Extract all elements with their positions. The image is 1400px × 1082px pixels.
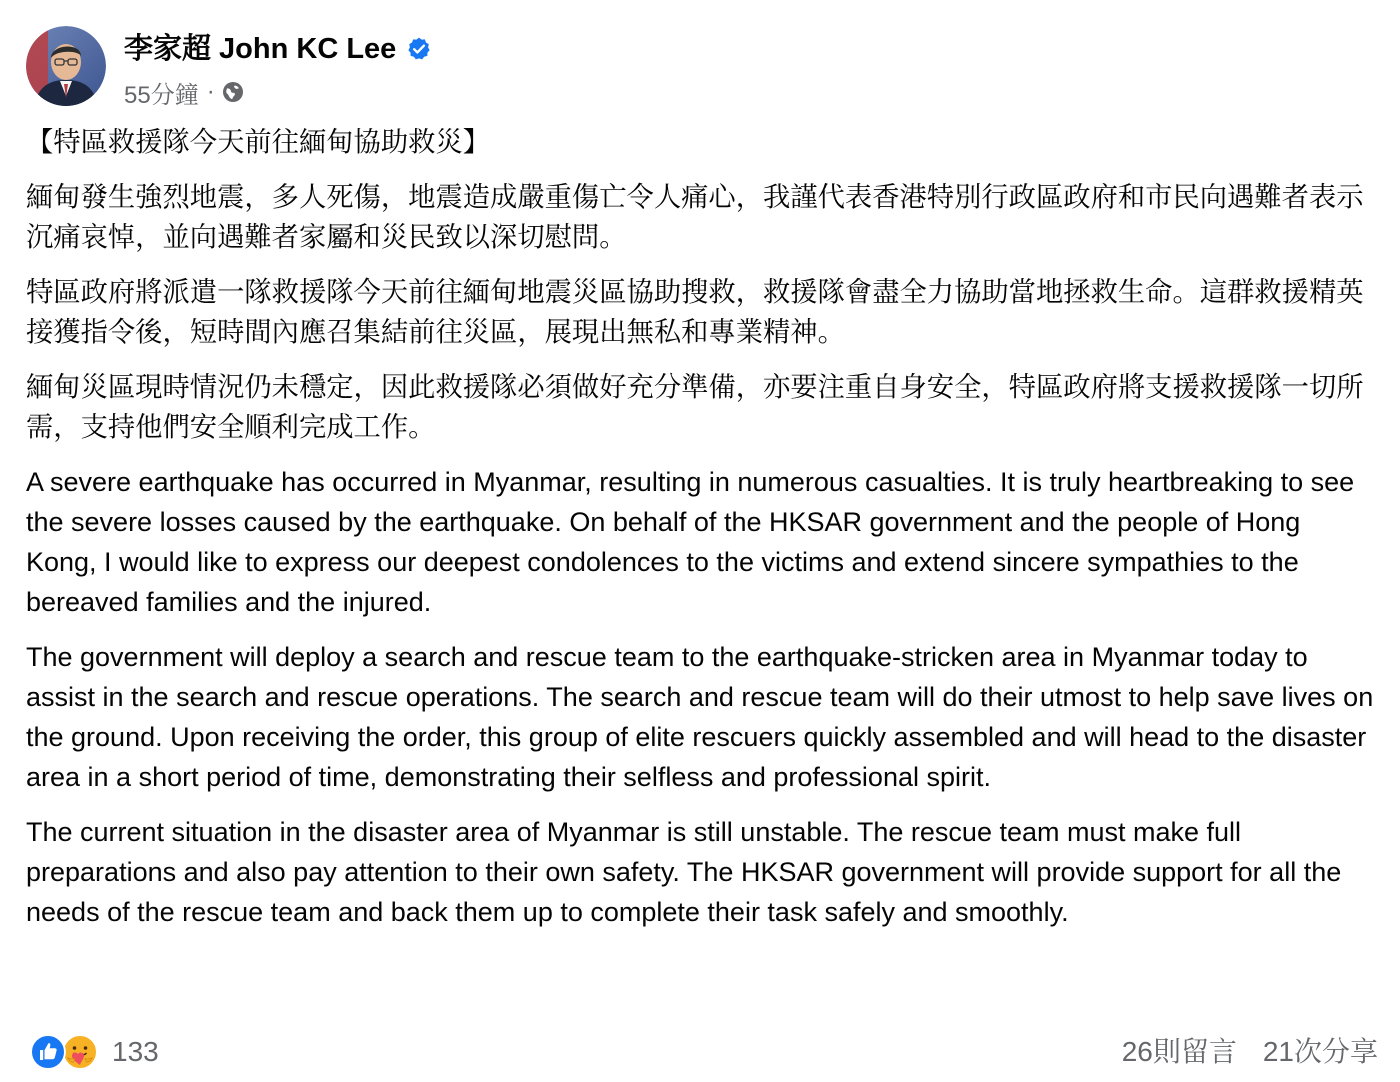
- post-header-info: [124, 26, 432, 110]
- post-paragraph: 特區政府將派遣一隊救援隊今天前往緬甸地震災區協助搜救，救援隊會盡全力協助當地拯救生命。這群救援精英接獲指令後，短時間內應召集結前往災區，展現出無私和專業精神。: [26, 276, 1364, 347]
- author-avatar[interactable]: [26, 26, 106, 106]
- engagement-stats: [1122, 1032, 1378, 1072]
- post-paragraph: 緬甸發生強烈地震，多人死傷，地震造成嚴重傷亡令人痛心，我謹代表香港特別行政區政府和市民向遇難者表示沉痛哀悼，並向遇難者家屬和災民致以深切慰問。: [26, 181, 1364, 252]
- meta-separator: ·: [206, 78, 215, 105]
- reaction-icons: [26, 1032, 104, 1072]
- comments-count[interactable]: 26則留言: [1121, 1036, 1237, 1067]
- care-icon: [62, 1034, 98, 1070]
- like-icon: [30, 1034, 66, 1070]
- reaction-count[interactable]: 133: [112, 1036, 159, 1067]
- verified-badge-icon: [406, 36, 432, 62]
- post-paragraph: 緬甸災區現時情況仍未穩定，因此救援隊必須做好充分準備，亦要注重自身安全，特區政府將支援救援隊一切所需，支持他們安全順利完成工作。: [26, 371, 1364, 442]
- shares-count[interactable]: 21次分享: [1262, 1036, 1378, 1067]
- post-timestamp[interactable]: 55分鐘: [124, 81, 199, 109]
- post-paragraph: A severe earthquake has occurred in Myanmar, resulting in numerous casualties. It is truly heartbreaking to see the severe losses caused by the earthquake. On behalf of the HKSAR government and the people of Hong Kong, I would like to express our deepest condolences to the victims and extend sincere sympathies to the bereaved families and the injured.: [26, 467, 1355, 617]
- post-footer: [26, 1030, 1378, 1074]
- post-header: [26, 26, 432, 110]
- post-paragraph: The current situation in the disaster area of Myanmar is still unstable. The rescue team must make full preparations and also pay attention to their own safety. The HKSAR government will provide support for all the needs of the rescue team and back them up to complete their task safely and smoothly.: [26, 817, 1342, 927]
- reaction-summary[interactable]: [26, 1032, 159, 1072]
- post-headline: 【特區救援隊今天前往緬甸協助救災】: [26, 126, 491, 157]
- post-body: [26, 122, 1378, 932]
- globe-icon[interactable]: [221, 80, 245, 104]
- author-row: [124, 28, 432, 70]
- author-name[interactable]: 李家超 John KC Lee: [124, 33, 397, 65]
- post-paragraph: The government will deploy a search and rescue team to the earthquake-stricken area in Myanmar today to assist in the search and rescue operations. The search and rescue team will do their utmost to help save lives on the ground. Upon receiving the order, this group of elite rescuers quickly assembled and will head to the disaster area in a short period of time, demonstrating their selfless and professional spirit.: [26, 642, 1374, 792]
- post-meta: [124, 74, 432, 110]
